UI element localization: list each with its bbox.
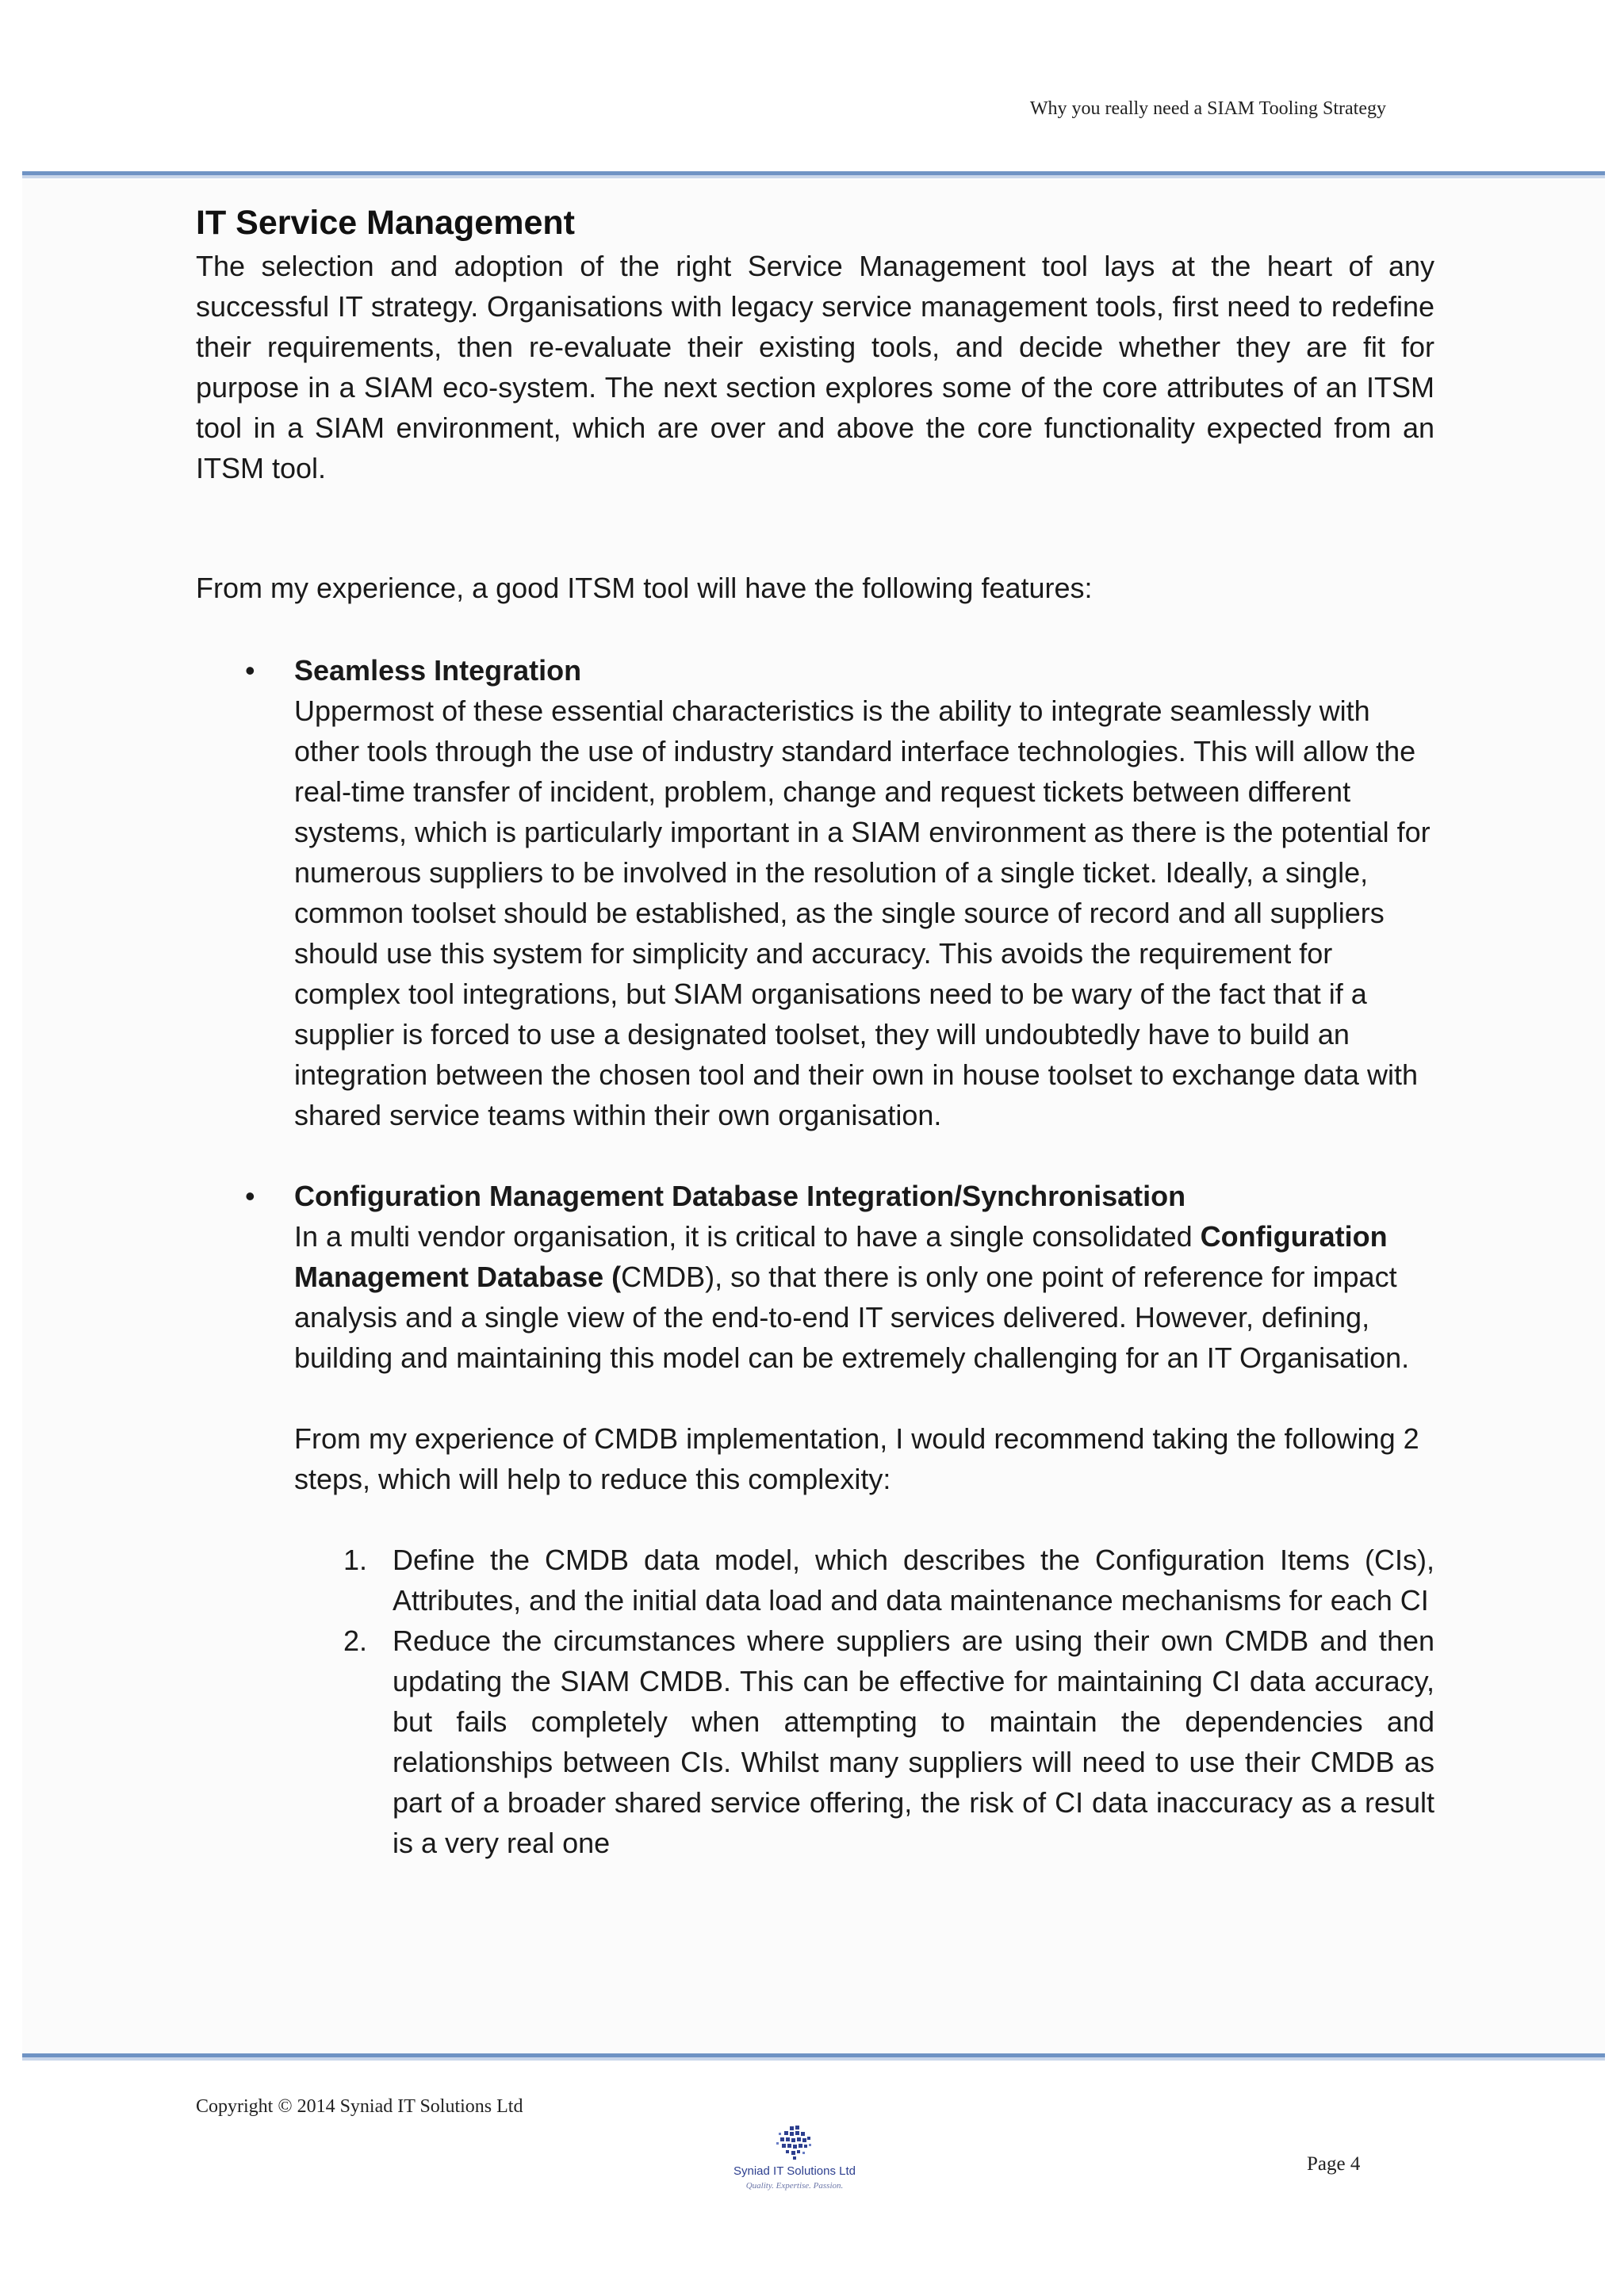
- feature-heading: Seamless Integration: [294, 654, 582, 687]
- step-number: 2.: [343, 1624, 368, 1657]
- intro-paragraph: The selection and adoption of the right Service Management tool lays at the heart of any successful IT strategy. Organisations with legacy service management tools, first need to redefine their requirements, then re-evaluate their existing tools, and decide whether they are fit for purpose in a SIAM eco-system. The next section explores some of the core attributes of an ITSM tool in a SIAM environment, which are over and above the core functionality expected from an ITSM tool.: [196, 250, 1434, 484]
- page-content: [196, 200, 1434, 1863]
- section-title: IT Service Management: [196, 204, 575, 242]
- feature-body: Uppermost of these essential characteristics is the ability to integrate seamlessly with other tools through the use of industry standard interface technologies. This will allow the real-time transfer of incident, problem, change and request tickets between different systems, which is particularly important in a SIAM environment as there is the potential for numerous suppliers to be involved in the resolution of a single ticket. Ideally, a single, common toolset should be established, as the single source of record and all suppliers should use this system for simplicity and accuracy. This avoids the requirement for complex tool integrations, but SIAM organisations need to be wary of the fact that if a supplier is forced to use a designated toolset, they will undoubtedly have to build an integration between the chosen tool and their own in house toolset to exchange data with shared service teams within their own organisation.: [294, 695, 1431, 1131]
- step-item: [294, 1540, 1434, 1621]
- bullet-icon: •: [245, 654, 255, 687]
- step-text: Reduce the circumstances where suppliers are using their own CMDB and then updating the SIAM CMDB. This can be effective for maintaining CI data accuracy, but fails completely when attempting to maintain the dependencies and relationships between CIs. Whilst many suppliers will need to use their CMDB as part of a broader shared service offering, the risk of CI data inaccuracy as a result is a very real one: [393, 1624, 1434, 1859]
- lead-paragraph: From my experience, a good ITSM tool will have the following features:: [196, 572, 1093, 604]
- logo-name: Syniad IT Solutions Ltd: [733, 2164, 856, 2178]
- feature-follow-up: From my experience of CMDB implementation, I would recommend taking the following 2 steps, which will help to reduce this complexity:: [294, 1422, 1419, 1495]
- feature-body: [294, 1216, 1434, 1378]
- feature-heading: Configuration Management Database Integration/Synchronisation: [294, 1180, 1186, 1212]
- step-text: Define the CMDB data model, which describes the Configuration Items (CIs), Attributes, and the initial data load and data maintenance mechanisms for each CI: [393, 1544, 1434, 1617]
- page-number: Page 4: [1307, 2153, 1361, 2175]
- feature-body-bold: Configuration Management Database (: [294, 1220, 1388, 1293]
- step-number: 1.: [343, 1544, 368, 1576]
- running-header: Why you really need a SIAM Tooling Strategy: [1029, 98, 1386, 119]
- feature-body-pre: In a multi vendor organisation, it is critical to have a single consolidated: [294, 1220, 1201, 1253]
- footer-rule: [22, 2053, 1605, 2061]
- bullet-icon: •: [245, 1180, 255, 1212]
- feature-item-integration: [196, 650, 1434, 1135]
- step-item: [294, 1621, 1434, 1863]
- logo-globe-icon: [772, 2125, 817, 2161]
- header-rule: [22, 171, 1605, 179]
- logo-tagline: Quality. Expertise. Passion.: [745, 2181, 844, 2191]
- steps-list: [294, 1540, 1434, 1863]
- feature-item-cmdb: [196, 1176, 1434, 1863]
- company-logo: [715, 2125, 874, 2191]
- feature-list: [196, 650, 1434, 1863]
- footer-copyright: Copyright © 2014 Syniad IT Solutions Ltd: [196, 2096, 523, 2117]
- feature-body-post: CMDB), so that there is only one point of reference for impact analysis and a single view of the end-to-end IT services delivered. However, defining, building and maintaining this model can be extremely challenging for an IT Organisation.: [294, 1261, 1410, 1374]
